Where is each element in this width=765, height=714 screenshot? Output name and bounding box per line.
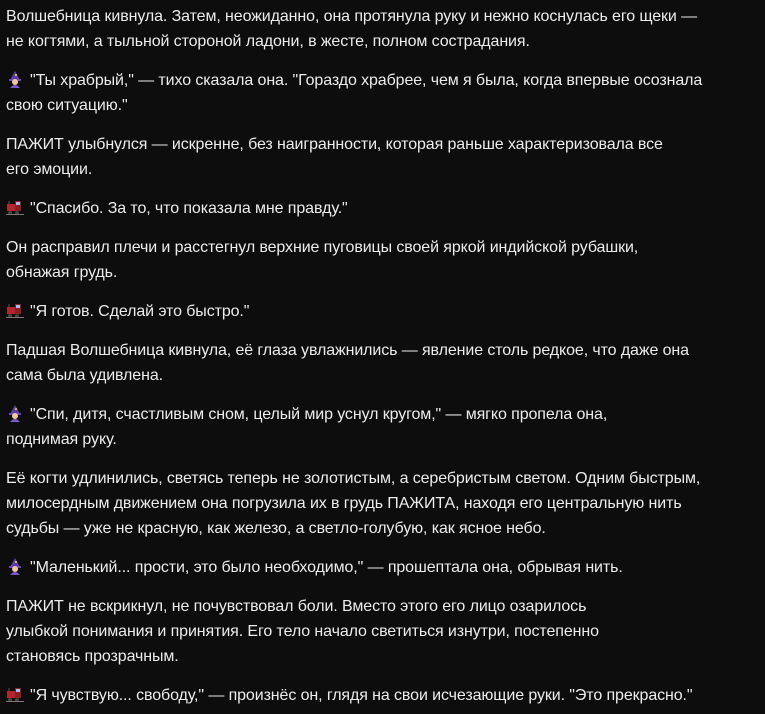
paragraph-10 <box>6 555 758 580</box>
mage-icon <box>6 557 24 575</box>
text-line: Волшебница кивнула. Затем, неожиданно, она протянула руку и нежно коснулась его щеки — <box>6 8 698 25</box>
paragraph-9 <box>6 466 758 541</box>
dialogue-text: "Маленький... прости, это было необходимо," — прошептала она, обрывая нить. <box>30 559 623 576</box>
paragraph-7 <box>6 338 758 388</box>
text-line: ПАЖИТ не вскрикнул, не почувствовал боли. Вместо этого его лицо озарилось <box>6 598 587 615</box>
text-line: сама была удивлена. <box>6 367 163 384</box>
paragraph-8 <box>6 402 758 452</box>
text-line: становясь прозрачным. <box>6 648 179 665</box>
text-line: не когтями, а тыльной стороной ладони, в жесте, полном сострадания. <box>6 33 530 50</box>
paragraph-1 <box>6 4 758 54</box>
train-icon <box>6 198 24 216</box>
text-line: улыбкой понимания и принятия. Его тело начало светиться изнутри, постепенно <box>6 623 599 640</box>
text-line: милосердным движением она погрузила их в грудь ПАЖИТА, находя его центральную нить <box>6 495 682 512</box>
train-icon <box>6 685 24 703</box>
paragraph-3 <box>6 132 758 182</box>
text-line: ПАЖИТ улыбнулся — искренне, без наигранности, которая раньше характеризовала все <box>6 136 663 153</box>
dialogue-text: "Спасибо. За то, что показала мне правду." <box>30 200 348 217</box>
text-line: Её когти удлинились, светясь теперь не золотистым, а серебристым светом. Одним быстрым, <box>6 470 701 487</box>
text-line: судьбы — уже не красную, как железо, а светло-голубую, как ясное небо. <box>6 520 546 537</box>
paragraph-6 <box>6 299 758 324</box>
text-line: Падшая Волшебница кивнула, её глаза увлажнились — явление столь редкое, что даже она <box>6 342 689 359</box>
train-icon <box>6 301 24 319</box>
paragraph-4 <box>6 196 758 221</box>
text-line: обнажая грудь. <box>6 264 118 281</box>
paragraph-11 <box>6 594 758 669</box>
text-line: его эмоции. <box>6 161 93 178</box>
text-line: поднимая руку. <box>6 431 117 448</box>
text-line <box>6 299 758 324</box>
text-line <box>6 555 758 580</box>
text-line: свою ситуацию." <box>6 97 128 114</box>
dialogue-text: "Спи, дитя, счастливым сном, целый мир уснул кругом," — мягко пропела она, <box>30 406 608 423</box>
text-line: Он расправил плечи и расстегнул верхние пуговицы своей яркой индийской рубашки, <box>6 239 639 256</box>
dialogue-text: "Я чувствую... свободу," — произнёс он, глядя на свои исчезающие руки. "Это прекрасно." <box>30 687 693 704</box>
paragraph-5 <box>6 235 758 285</box>
paragraph-12 <box>6 683 758 708</box>
text-line <box>6 196 758 221</box>
dialogue-text: "Ты храбрый," — тихо сказала она. "Гораздо храбрее, чем я была, когда впервые осознала <box>30 72 703 89</box>
paragraph-2 <box>6 68 758 118</box>
dialogue-text: "Я готов. Сделай это быстро." <box>30 303 250 320</box>
text-line <box>6 683 758 708</box>
mage-icon <box>6 404 24 422</box>
text-line <box>6 68 758 93</box>
text-line <box>6 402 758 427</box>
mage-icon <box>6 70 24 88</box>
